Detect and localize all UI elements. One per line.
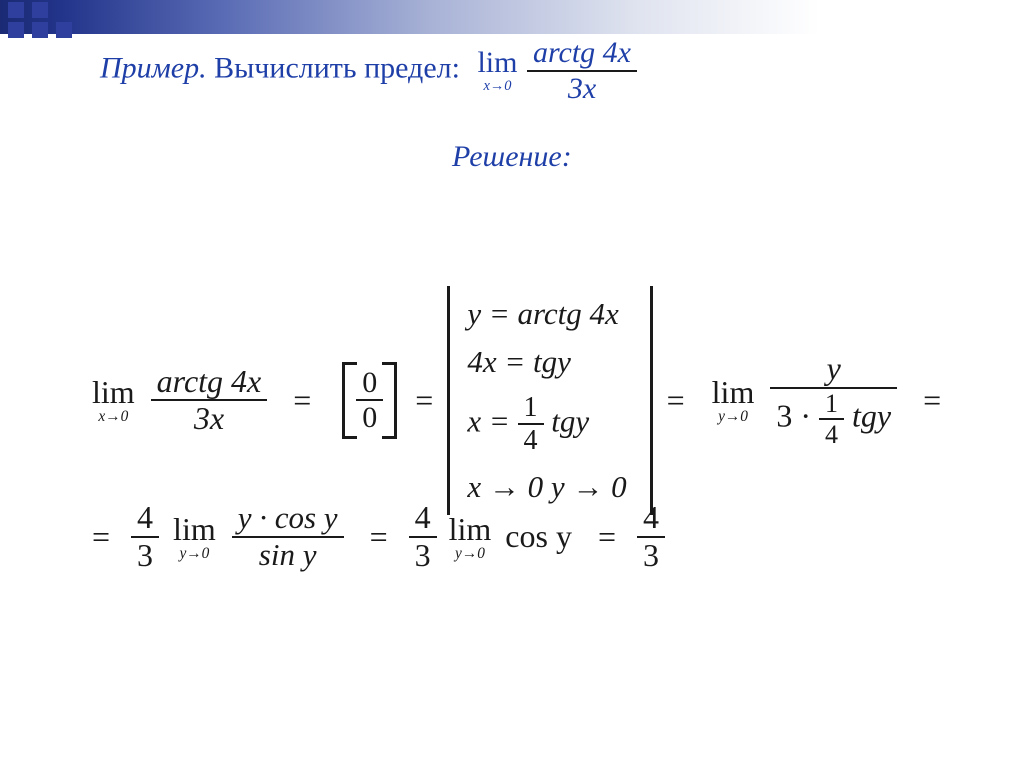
solution-label: Решение: xyxy=(452,140,572,173)
line2-limit-subscript: y→0 xyxy=(179,544,210,562)
corner-square-dark xyxy=(8,2,24,18)
title-text: Вычислить предел: xyxy=(214,51,460,85)
problem-fraction xyxy=(527,36,637,105)
line1-result-numerator: y xyxy=(826,350,841,387)
line1-limit-subscript: x→0 xyxy=(98,408,129,426)
line2-coef2-num: 4 xyxy=(414,499,431,535)
line1-fraction xyxy=(151,364,268,438)
line2-limit2-operator xyxy=(448,510,492,562)
limit-subscript: x→0 xyxy=(483,77,512,94)
substitution-line-1: y = arctg 4x xyxy=(467,296,619,331)
substitution-line-2: 4x = tgy xyxy=(467,344,571,379)
limit-symbol: lim xyxy=(477,45,518,79)
line1-limit-operator xyxy=(92,376,135,424)
line2-coef2-den: 3 xyxy=(409,536,437,574)
header-gradient-bar xyxy=(0,0,1024,34)
line1-limit-symbol: lim xyxy=(92,374,135,411)
line2-denominator: sin y xyxy=(232,536,344,573)
page-title xyxy=(100,36,637,105)
line2-result-num: 4 xyxy=(642,499,659,535)
line2-coef-num: 4 xyxy=(137,499,154,535)
line2-numerator: y · cos y xyxy=(237,500,338,536)
line1-result-inner-num: 1 xyxy=(824,389,838,419)
line2-result-fraction xyxy=(637,500,665,574)
line2-coefficient2-fraction xyxy=(409,500,437,574)
line2-result-den: 3 xyxy=(637,536,665,574)
indeterminate-numerator: 0 xyxy=(362,365,378,399)
corner-square-light xyxy=(32,22,48,38)
substitution-line-3 xyxy=(463,386,636,463)
problem-limit-operator xyxy=(477,45,518,94)
corner-square-white xyxy=(8,22,24,38)
line2-equals-0: = xyxy=(92,518,111,555)
line2-limit2-subscript: y→0 xyxy=(455,544,485,562)
line2-equals-2: = xyxy=(597,518,616,555)
corner-square-pale xyxy=(56,22,72,38)
substitution-line-3-suffix: tgy xyxy=(551,403,590,439)
line2-equals-1: = xyxy=(369,518,388,555)
derivation-line-2 xyxy=(92,500,665,574)
line1-limit2-symbol: lim xyxy=(711,374,755,411)
line1-denominator: 3x xyxy=(151,399,268,437)
line2-fraction xyxy=(232,501,344,572)
line1-equals-1: = xyxy=(293,381,312,418)
line1-limit2-operator xyxy=(712,376,755,424)
substitution-line-4: x → 0 y → 0 xyxy=(467,468,627,504)
corner-square-mid xyxy=(32,2,48,18)
substitution-line-3-frac-num: 1 xyxy=(523,392,538,423)
problem-numerator: arctg 4x xyxy=(532,36,631,69)
derivation-line-1 xyxy=(92,290,941,511)
line1-numerator: arctg 4x xyxy=(156,362,262,399)
line1-result-den-suffix: tgy xyxy=(851,397,892,434)
indeterminate-form-brackets xyxy=(342,362,397,439)
title-prefix: Пример. xyxy=(100,51,207,85)
line2-limit2-symbol: lim xyxy=(448,510,492,547)
substitution-line-3-frac-den: 4 xyxy=(518,423,544,456)
substitution-line-3-prefix: x = xyxy=(467,403,510,439)
line1-equals-2: = xyxy=(415,381,434,418)
substitution-block xyxy=(447,290,652,511)
indeterminate-fraction xyxy=(356,366,383,435)
line2-coef-den: 3 xyxy=(131,536,159,574)
line2-limit-symbol: lim xyxy=(173,510,216,547)
indeterminate-denominator: 0 xyxy=(356,399,383,435)
line1-result-inner-den: 4 xyxy=(819,418,844,449)
line1-result-den-prefix: 3 · xyxy=(776,397,811,434)
line1-result-inner-fraction xyxy=(819,389,844,449)
line1-result-fraction xyxy=(770,351,897,449)
line1-limit2-subscript: y→0 xyxy=(718,408,748,426)
problem-denominator: 3x xyxy=(527,70,637,106)
line2-limit-operator xyxy=(173,510,216,562)
line1-equals-3: = xyxy=(666,381,685,418)
line1-result-denominator xyxy=(770,387,897,449)
line2-cos-term: cos y xyxy=(505,518,572,555)
substitution-line-3-fraction xyxy=(518,392,544,457)
line2-coefficient-fraction xyxy=(131,500,159,574)
line1-equals-4: = xyxy=(923,381,942,418)
